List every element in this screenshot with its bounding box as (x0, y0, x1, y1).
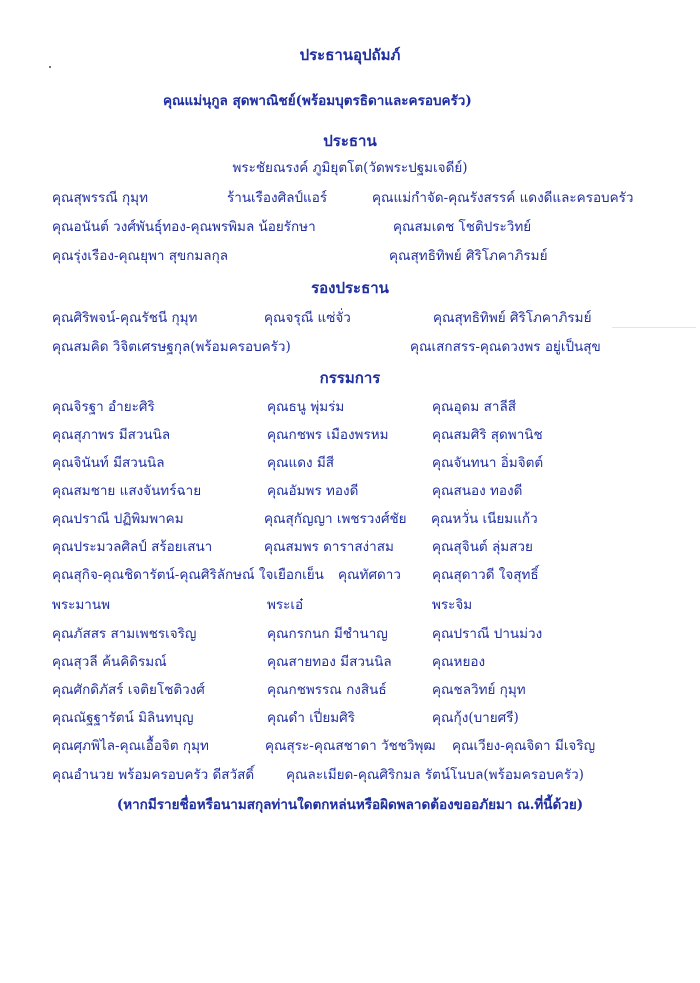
list-item: คุณสุระ-คุณสชาดา วัชชวิพุฒ (265, 738, 436, 754)
list-item: คุณสมเดช โชติประวิทย์ (393, 219, 532, 235)
list-item: คุณสุกิจ-คุณชิดารัตน์-คุณศิริลักษณ์ ใจเยือกเย็น (52, 567, 324, 583)
list-item: คุณหวั่น เนียมแก้ว (431, 511, 538, 527)
list-item: คุณสุพรรณี กุมุท (52, 190, 148, 206)
list-item: คุณสายทอง มีสวนนิล (267, 654, 392, 670)
chairman-row-3 (0, 244, 700, 268)
committee-row (0, 678, 700, 702)
committee-row (0, 535, 700, 559)
list-item: คุณสุดาวดี ใจสุทธิ์ (432, 567, 539, 583)
committee-row (0, 650, 700, 674)
committee-heading: กรรมการ (319, 369, 381, 387)
chairman-heading: ประธาน (323, 132, 377, 150)
chairman-row-2 (0, 215, 700, 239)
list-item: พระจิม (432, 597, 473, 613)
committee-row (0, 395, 700, 419)
list-item: คุณสุทธิทิพย์ ศิริโภคาภิรมย์ (433, 310, 592, 326)
list-item: คุณทัศดาว (338, 567, 401, 583)
committee-row (0, 451, 700, 475)
list-item: คุณศิริพจน์-คุณรัชนี กุมุท (52, 310, 198, 326)
list-item: คุณแม่กำจัด-คุณรังสรรค์ แดงดีและครอบครัว (372, 190, 634, 206)
chairman-monk: พระชัยณรงค์ ภูมิยุตโต(วัดพระปฐมเจดีย์) (232, 160, 468, 176)
list-item: คุณแดง มีสี (267, 455, 335, 471)
list-item: คุณสมคิด วิจิตเศรษฐกุล(พร้อมครอบครัว) (52, 339, 291, 355)
list-item: คุณหยอง (432, 654, 486, 670)
committee-row (0, 507, 700, 531)
list-item: คุณสุวลี ค้นคิดิรมณ์ (52, 654, 167, 670)
committee-row (0, 593, 700, 617)
list-item: คุณกุ้ง(บายศรี) (432, 710, 519, 726)
list-item: คุณกชพร เมืองพรหม (267, 427, 389, 443)
list-item: คุณสุกัญญา เพชรวงศ์ชัย (264, 511, 407, 527)
list-item: คุณอำนวย พร้อมครอบครัว ดีสวัสดิ์ (52, 767, 255, 783)
list-item: คุณสมศิริ สุดพานิช (432, 427, 543, 443)
committee-row (0, 563, 700, 587)
list-item: คุณเสกสรร-คุณดวงพร อยู่เป็นสุข (410, 339, 601, 355)
list-item: คุณอุดม สาลีสี (432, 399, 516, 415)
list-item: คุณจินันท์ มีสวนนิล (52, 455, 165, 471)
list-item: คุณภัสสร สามเพชรเจริญ (52, 626, 197, 642)
committee-row (0, 706, 700, 730)
list-item: คุณสมพร ดาราสง่าสม (264, 539, 394, 555)
list-item: คุณประมวลศิลป์ สร้อยเสนา (52, 539, 213, 555)
patron-name: คุณแม่นุกูล สุดพาณิชย์(พร้อมบุตรธิดาและครอบครัว) (163, 93, 472, 109)
list-item: คุณละเมียด-คุณศิริกมล รัตน์โนบล(พร้อมครอบครัว) (286, 767, 584, 783)
list-item: คุณณัฐฐารัตน์ มิลินทบุญ (52, 710, 194, 726)
list-item: คุณจรุณี แซ่จั่ว (264, 310, 351, 326)
list-item: คุณสุทธิทิพย์ ศิริโภคาภิรมย์ (389, 248, 548, 264)
list-item: คุณอัมพร ทองดี (267, 483, 359, 499)
list-item: คุณอนันต์ วงศ์พันธุ์ทอง-คุณพรพิมล น้อยรักษา (52, 219, 316, 235)
list-item: คุณสนอง ทองดี (432, 483, 523, 499)
list-item: คุณสมชาย แสงจันทร์ฉาย (52, 483, 202, 499)
list-item: พระเอ๋ (267, 597, 304, 613)
apology-note: (หากมีรายชื่อหรือนามสกุลท่านใดตกหล่นหรือผิดพลาดต้องขออภัยมา ณ.ที่นี้ด้วย) (116, 797, 584, 813)
list-item: คุณธนู พุ่มร่ม (267, 399, 345, 415)
list-item: คุณกชพรรณ กงสินธ์ (267, 682, 387, 698)
list-item: ร้านเรืองศิลป์แอร์ (227, 190, 328, 206)
vice-chairman-heading: รองประธาน (311, 279, 389, 297)
chairman-row-1 (0, 186, 700, 210)
list-item: คุณเวียง-คุณจิดา มีเจริญ (452, 738, 596, 754)
committee-row (0, 763, 700, 787)
list-item: คุณปราณี ปฏิพิมพาคม (52, 511, 184, 527)
list-item: คุณกรกนก มีชำนาญ (267, 626, 388, 642)
list-item: คุณสุจินต์ ลุ่มสวย (432, 539, 533, 555)
list-item: พระมานพ (52, 597, 111, 613)
committee-row (0, 734, 700, 758)
list-item: คุณศุภพิไล-คุณเอื้อจิต กุมุท (52, 738, 209, 754)
list-item: คุณรุ่งเรือง-คุณยุพา สุขกมลกุล (52, 248, 229, 264)
list-item: คุณดำ เปี่ยมศิริ (267, 710, 356, 726)
vice-row-1 (0, 306, 700, 330)
committee-row (0, 622, 700, 646)
list-item: คุณปราณี ปานม่วง (432, 626, 543, 642)
committee-row (0, 479, 700, 503)
patron-heading: ประธานอุปถัมภ์ (299, 46, 401, 64)
list-item: คุณจิรฐา อำยะศิริ (52, 399, 155, 415)
list-item: คุณชลวิทย์ กุมุท (432, 682, 526, 698)
list-item: คุณจันทนา อิ่มจิตต์ (432, 455, 544, 471)
vice-row-2 (0, 335, 700, 359)
list-item: คุณสุภาพร มีสวนนิล (52, 427, 171, 443)
committee-row (0, 423, 700, 447)
list-item: คุณศักดิภัสร์ เจติยโชติวงศ์ (52, 682, 205, 698)
